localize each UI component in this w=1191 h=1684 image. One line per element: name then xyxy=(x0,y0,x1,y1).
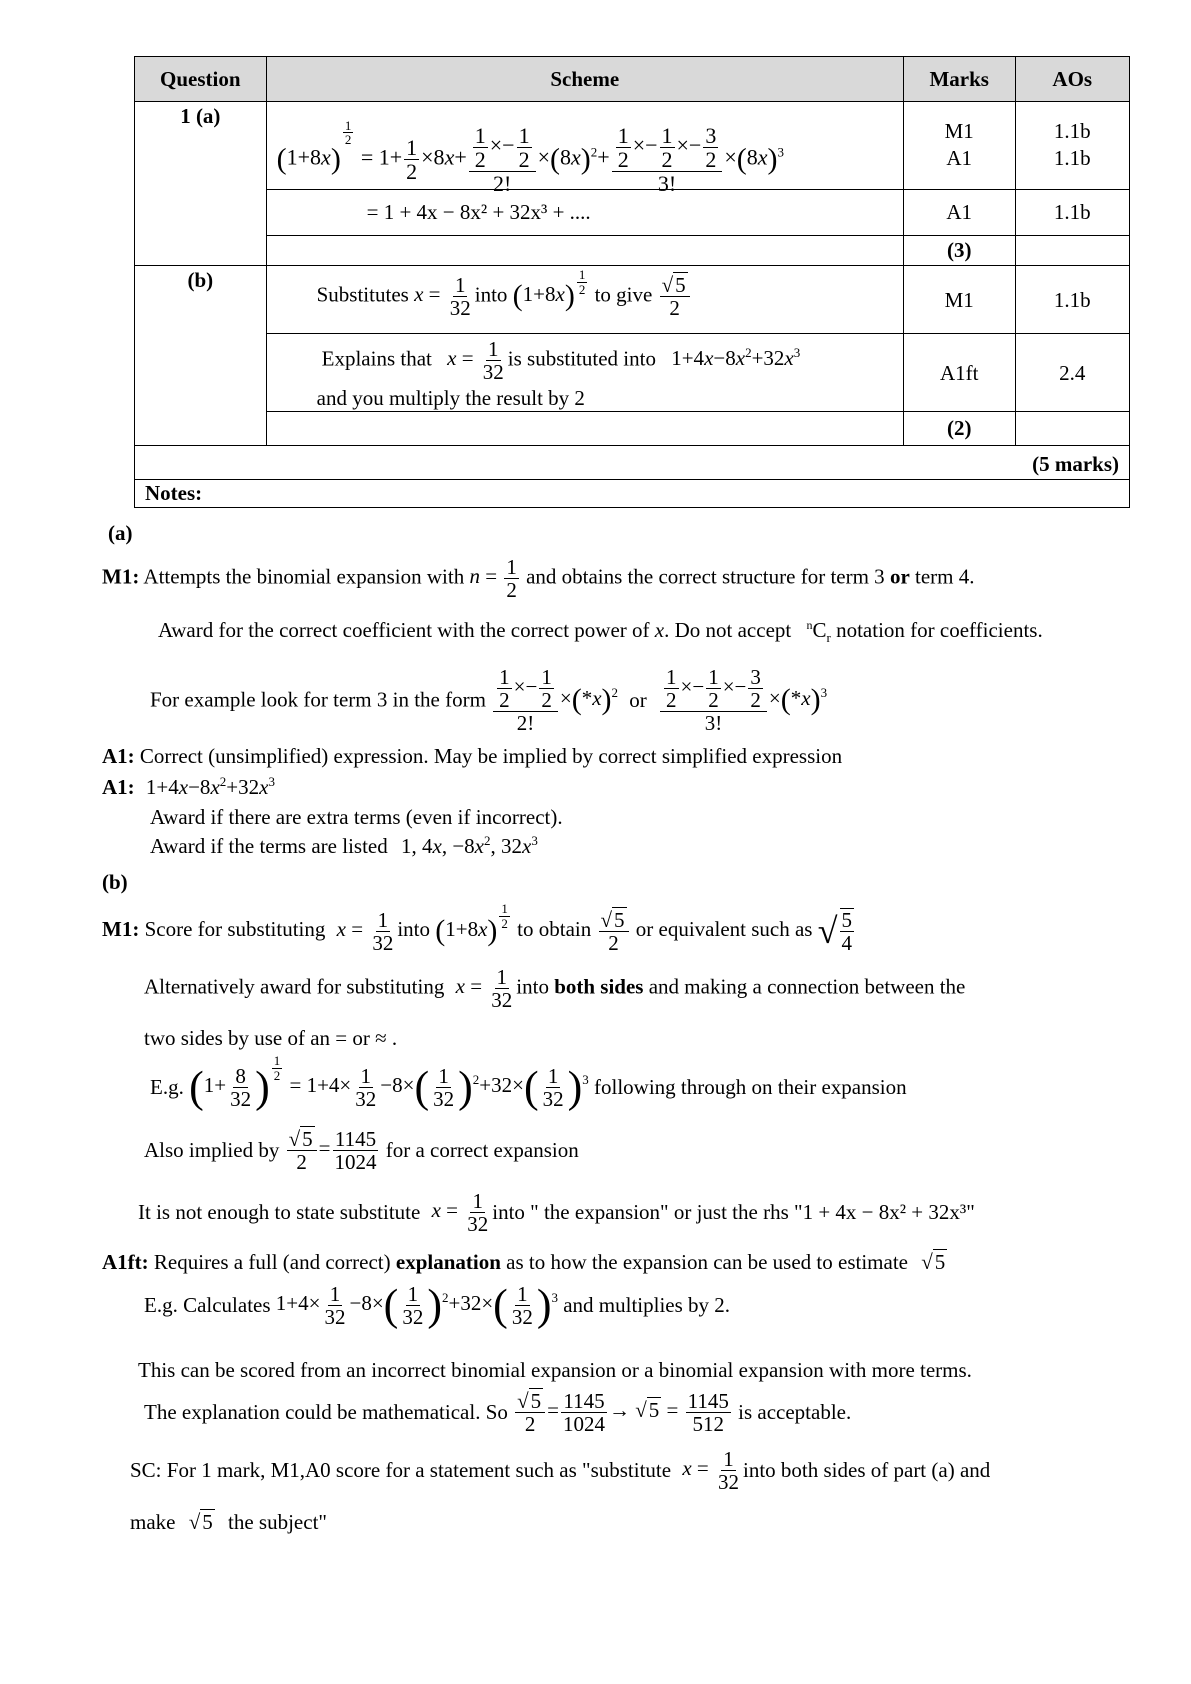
note-text: Correct (unsimplified) expression. May be implied by correct simplified expression xyxy=(139,744,843,768)
note-text: Attempts the binomial expansion with xyxy=(143,564,465,589)
ao-value: 1.1b xyxy=(1053,200,1091,224)
note-text: into xyxy=(516,974,549,999)
total-marks: (5 marks) xyxy=(1032,452,1119,476)
note-text: into " the expansion" or just the rhs "1 + 4x − 8x² + 32x³" xyxy=(492,1200,975,1225)
table-row xyxy=(135,334,1130,412)
question-1b xyxy=(135,266,267,446)
note-text: or equivalent such as xyxy=(635,916,813,941)
note-text: SC: For 1 mark, M1,A0 score for a statement such as "substitute xyxy=(130,1458,672,1483)
table-row xyxy=(135,190,1130,236)
note-m1: M1: Attempts the binomial expansion with n = $\frac{1}{2}$ and obtains the correct structure for term 3 or term 4. xyxy=(102,555,975,603)
note-alternative-2: two sides by use of an = or ≈ . xyxy=(144,1026,398,1050)
note-special-case: SC: For 1 mark, M1,A0 score for a statement such as "substitute x = $\frac{1}{32}$ into both sides of part (a) and xyxy=(130,1447,991,1495)
table-row xyxy=(135,480,1130,508)
note-text: and making a connection between the xyxy=(648,974,966,999)
scheme-cell xyxy=(266,102,903,197)
note-text: Award for the correct coefficient with the correct power of xyxy=(158,618,650,642)
note-incorrect-expansion: This can be scored from an incorrect binomial expansion or a binomial expansion with more terms. xyxy=(138,1358,972,1382)
part-b-heading: (b) xyxy=(102,870,128,894)
aos-cell xyxy=(1015,266,1129,334)
note-listed: Award if the terms are listed 1, 4x, $-8x^2$, $32x^3$ xyxy=(150,833,538,858)
note-text: to obtain xyxy=(517,916,592,941)
scheme-cell: Substitutes x = $\frac{1}{32}$ into (1+8x) $\frac{1}{2}$ to give $\frac{√5}{2}$ xyxy=(266,266,903,334)
note-text: Requires a full (and correct) xyxy=(153,1250,391,1274)
ao-value: 1.1b xyxy=(1053,146,1091,170)
scheme-text: and you multiply the result by 2 xyxy=(316,386,585,410)
note-text: notation for coefficients. xyxy=(836,618,1043,642)
note-text: both sides xyxy=(554,974,644,999)
header-scheme: Scheme xyxy=(266,57,903,102)
scheme-text: to give xyxy=(594,282,653,307)
marks-cell xyxy=(903,334,1015,412)
mark-label: A1: xyxy=(102,775,135,799)
mark-m1: M1 xyxy=(944,288,974,312)
note-text: Award if the terms are listed xyxy=(150,834,388,858)
simplified-expression: = 1 + 4x − 8x² + 32x³ + .... xyxy=(366,200,591,224)
note-text: Alternatively award for substituting xyxy=(144,974,445,999)
note-b-m1: M1: Score for substituting x = $\frac{1}{32}$ into (1+8x) $\frac{1}{2}$ to obtain $\frac{√5}{2}$ or equivalent such as √ $\frac{5}{4}$ xyxy=(102,901,852,956)
table-row xyxy=(135,102,1130,190)
note-text: is acceptable. xyxy=(738,1400,852,1425)
header-question: Question xyxy=(135,57,267,102)
note-text: It is not enough to state substitute xyxy=(138,1200,421,1225)
note-not-enough: It is not enough to state substitute x = $\frac{1}{32}$ into " the expansion" or just the rhs "1 + 4x − 8x² + 32x³" xyxy=(138,1189,975,1237)
note-a1 xyxy=(102,744,842,769)
table-row xyxy=(135,236,1130,266)
table-row xyxy=(135,446,1130,480)
header-aos: AOs xyxy=(1015,57,1129,102)
scheme-cell: Explains that x = $\frac{1}{32}$ is substituted into $1+4x-8x^2+32x^3$ and you multiply the result by 2 xyxy=(266,334,903,412)
note-a1ft: A1ft: Requires a full (and correct) explanation as to how the expansion can be used to estimate √5 xyxy=(102,1250,946,1274)
note-text: as to how the expansion can be used to estimate xyxy=(506,1250,908,1274)
note-text: or xyxy=(889,564,910,589)
mark-a1: A1 xyxy=(946,200,973,224)
marks-cell xyxy=(903,266,1015,334)
mark-label: M1: xyxy=(102,564,140,589)
marks-cell xyxy=(903,102,1015,190)
scheme-cell xyxy=(266,190,903,236)
note-text: the subject" xyxy=(228,1510,327,1534)
subtotal-marks: (2) xyxy=(946,416,972,440)
note-text: following through on their expansion xyxy=(594,1075,907,1099)
note-text: and obtains the correct structure for term 3 xyxy=(526,564,885,589)
note-text: into xyxy=(397,916,430,941)
scheme-text: Substitutes xyxy=(316,282,409,307)
ao-value: 2.4 xyxy=(1059,361,1086,385)
mark-a1: A1 xyxy=(946,146,973,170)
note-text: for a correct expansion xyxy=(385,1138,579,1163)
note-implied: Also implied by $\frac{√5}{2}$ = $\frac{1145}{1024}$ for a correct expansion xyxy=(144,1127,579,1175)
table-row xyxy=(135,412,1130,446)
ao-value: 1.1b xyxy=(1053,119,1091,143)
note-alternative: Alternatively award for substituting x = $\frac{1}{32}$ into both sides and making a connection between the xyxy=(144,965,966,1013)
marks-cell xyxy=(903,190,1015,236)
note-text: . Do not accept xyxy=(664,618,792,642)
note-example: For example look for term 3 in the form $\frac{1}{2}$ ×− $\frac{1}{2}$ 2! $\times(*x)^2$ or $\frac{1}{2}$ ×− $\frac{1}{2}$ ×− $\frac{3}{2}$ 3! $\times(*x)^3$ xyxy=(150,665,828,736)
subtotal-marks: (3) xyxy=(946,238,972,262)
scheme-text: Explains that xyxy=(321,346,432,371)
note-text: into both sides of part (a) and xyxy=(743,1458,991,1483)
question-1a xyxy=(135,102,267,266)
mark-label: A1ft: xyxy=(102,1250,149,1274)
note-text: or xyxy=(629,687,647,712)
note-text: explanation xyxy=(395,1250,501,1274)
note-text: and multiplies by 2. xyxy=(563,1293,731,1317)
mark-label: A1: xyxy=(102,744,135,768)
aos-cell xyxy=(1015,334,1129,412)
mark-a1ft: A1ft xyxy=(939,361,979,385)
note-extra-terms: Award if there are extra terms (even if incorrect). xyxy=(150,805,563,829)
aos-cell xyxy=(1015,102,1129,190)
aos-cell xyxy=(1015,190,1129,236)
ao-value: 1.1b xyxy=(1053,288,1091,312)
mark-m1: M1 xyxy=(944,119,974,143)
scheme-text: is substituted into xyxy=(507,346,656,371)
note-a1-expression: A1: $1+4x-8x^2+32x^3$ xyxy=(102,774,275,799)
question-label: 1 (a) xyxy=(180,104,221,128)
notes-label: Notes: xyxy=(145,481,203,505)
header-marks: Marks xyxy=(903,57,1015,102)
expansion-expression: (1+8x) $\frac{1}{2}$ = 1+ $\frac{1}{2}$ ×8x+ $\frac{1}{2}$ ×− $\frac{1}{2}$ 2! $\times(8x)^2+$ $\frac{1}{2}$ ×− $\frac{1}{2}$ ×− $\frac{3}{2}$ 3! $\times(8x)^3$ xyxy=(276,117,785,197)
mark-scheme-table xyxy=(134,56,1130,508)
part-a-heading: (a) xyxy=(108,521,133,545)
note-text: Also implied by xyxy=(144,1138,280,1163)
table-row xyxy=(135,266,1130,334)
note-award-coefficient: Award for the correct coefficient with the correct power of x. Do not accept $^nC_r$ notation for coefficients. xyxy=(158,618,1043,646)
note-text: The explanation could be mathematical. So xyxy=(144,1400,508,1425)
note-text: Score for substituting xyxy=(144,916,326,941)
note-special-case-2: make √5 the subject" xyxy=(130,1510,327,1534)
note-mathematical: The explanation could be mathematical. So $\frac{√5}{2}$ = $\frac{1145}{1024}$ → √5 = $\frac{1145}{512}$ is acceptable. xyxy=(144,1389,852,1437)
scheme-text: into xyxy=(474,282,508,307)
header-row xyxy=(135,57,1130,102)
note-eg-1: E.g. (1+ $\frac{8}{32}$ ) $\frac{1}{2}$ = 1+4× $\frac{1}{32}$ −8×( $\frac{1}{32}$ )$^2$+32×( $\frac{1}{32}$ )$^3$ following through on their expansion xyxy=(150,1053,907,1112)
note-text: make xyxy=(130,1510,176,1534)
note-text: For example look for term 3 in the form xyxy=(150,687,486,712)
question-label: (b) xyxy=(187,268,214,292)
mark-label: M1: xyxy=(102,916,140,941)
note-text: term 4. xyxy=(915,564,975,589)
note-text: E.g. Calculates xyxy=(144,1293,271,1317)
note-calculates: E.g. Calculates 1+4× $\frac{1}{32}$ −8×( $\frac{1}{32}$ )$^2$+32×( $\frac{1}{32}$ )$^3$ and multiplies by 2. xyxy=(144,1281,731,1330)
note-text: E.g. xyxy=(150,1075,184,1099)
